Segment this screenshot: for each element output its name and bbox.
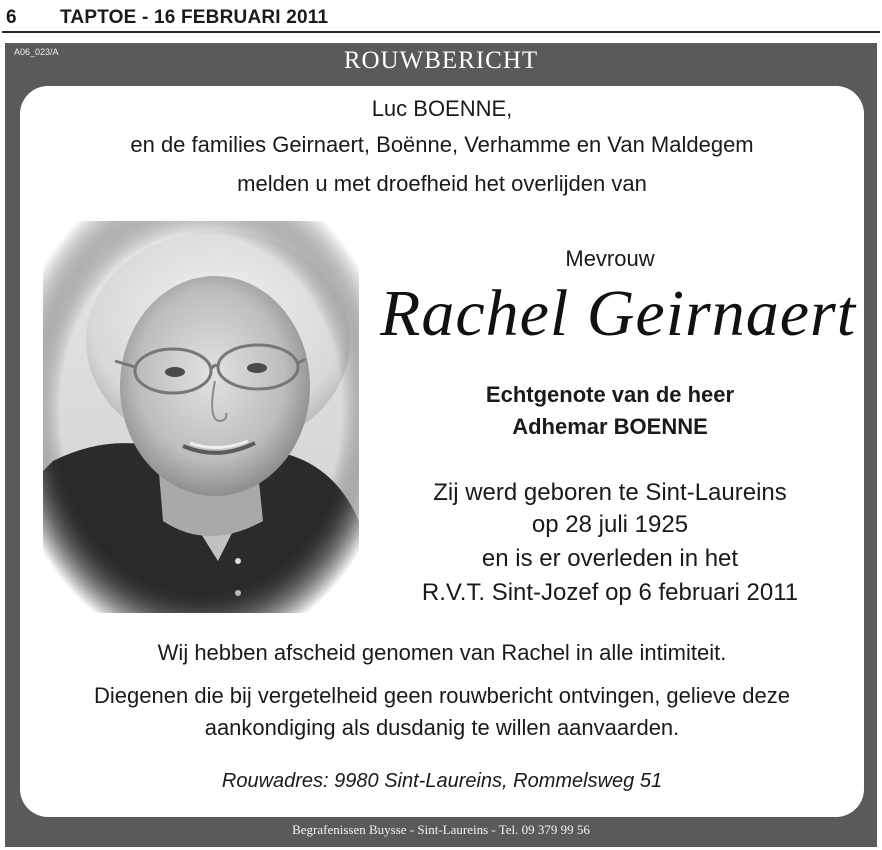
request-line-2: aankondiging als dusdanig te willen aanvaarden.	[204, 715, 680, 740]
honorific: Mevrouw	[565, 246, 655, 271]
death-notice	[5, 43, 877, 847]
spouse-line-2: Adhemar BOENNE	[512, 414, 708, 439]
portrait-photo	[43, 221, 359, 613]
life-line-1: Zij werd geboren te Sint-Laureins	[433, 479, 787, 506]
life-line-2: op 28 juli 1925	[531, 511, 689, 538]
header-rule	[2, 31, 880, 33]
farewell-text: Wij hebben afscheid genomen van Rachel in alle intimiteit.	[157, 640, 727, 665]
deceased-name: Rachel Geirnaert	[380, 277, 857, 350]
funeral-home-credit: Begrafenissen Buysse - Sint-Laureins - Tel. 09 379 99 56	[292, 822, 590, 837]
notice-title: ROUWBERICHT	[343, 47, 539, 74]
intro-line-2: en de families Geirnaert, Boënne, Verhamme en Van Maldegem	[130, 132, 754, 157]
newspaper-masthead: TAPTOE - 16 FEBRUARI 2011	[60, 7, 329, 28]
intro-line-3: melden u met droefheid het overlijden van	[237, 171, 647, 196]
notice-card	[20, 86, 864, 817]
life-line-3: en is er overleden in het	[481, 545, 739, 572]
ad-code: A06_023/A	[14, 47, 59, 57]
mourning-address: Rouwadres: 9980 Sint-Laureins, Rommelsweg 51	[221, 770, 663, 792]
page-number: 6	[6, 7, 17, 28]
request-line-1: Diegenen die bij vergetelheid geen rouwbericht ontvingen, gelieve deze	[94, 683, 790, 708]
page-header	[0, 0, 882, 34]
life-line-4: R.V.T. Sint-Jozef op 6 februari 2011	[421, 579, 799, 606]
intro-line-1: Luc BOENNE,	[371, 96, 513, 121]
spouse-line-1: Echtgenote van de heer	[485, 382, 735, 407]
